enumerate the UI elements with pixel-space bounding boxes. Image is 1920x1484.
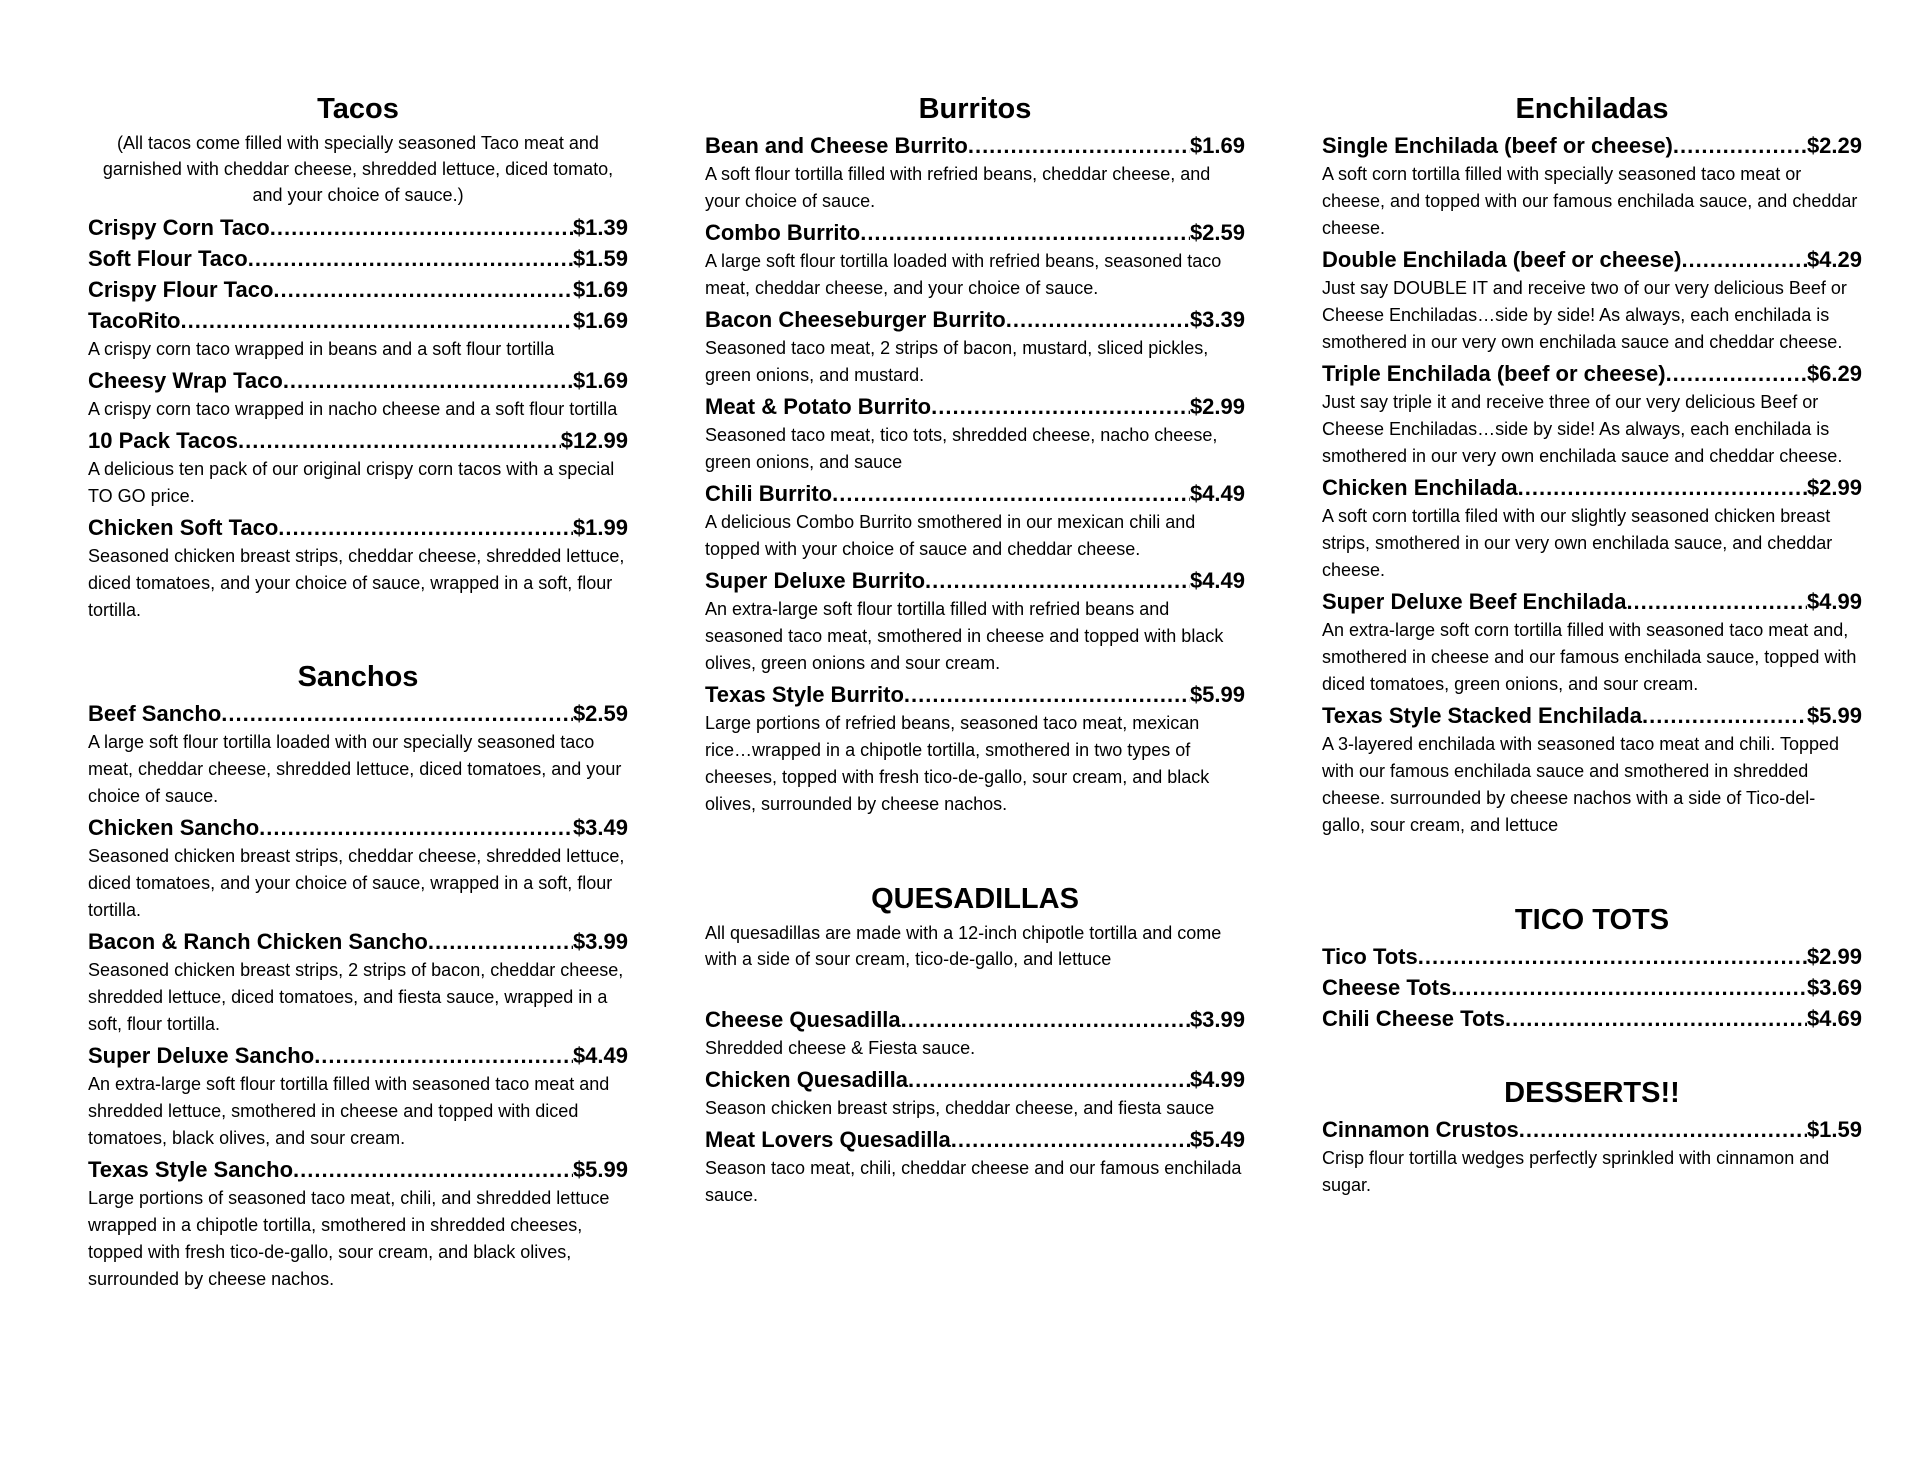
menu-item-description: A soft corn tortilla filled with specially seasoned taco meat or cheese, and topped with our famous enchilada sauce, and cheddar cheese. — [1322, 164, 1858, 238]
menu-item-description: A crispy corn taco wrapped in nacho cheese and a soft flour tortilla — [88, 399, 618, 419]
dot-leader — [314, 1040, 573, 1071]
menu-items — [88, 212, 628, 624]
menu-item — [88, 1154, 628, 1185]
menu-item-name: Crispy Flour Taco — [88, 277, 274, 302]
menu-item-description: Just say triple it and receive three of our very delicious Beef or Cheese Enchiladas…side by side! As always, each enchilada is smothered in our very own enchilada sauce and cheddar cheese. — [1322, 392, 1843, 466]
menu-items — [1322, 130, 1862, 839]
section-intro: (All tacos come filled with specially seasoned Taco meat and garnished with cheddar cheese, shredded lettuce, diced tomato, and your choice of sauce.) — [102, 133, 614, 205]
menu-item-price: $3.49 — [572, 815, 628, 840]
dot-leader — [1006, 304, 1190, 335]
menu-item-name: Double Enchilada (beef or cheese) — [1322, 247, 1682, 272]
menu-item-name: Cheesy Wrap Taco — [88, 368, 283, 393]
menu-item-description: A delicious Combo Burrito smothered in our mexican chili and topped with your choice of sauce and cheddar cheese. — [705, 512, 1196, 559]
menu-item — [1322, 972, 1862, 1003]
menu-item-description: Large portions of seasoned taco meat, chili, and shredded lettuce wrapped in a chipotle tortilla, smothered in shredded cheeses, topped with fresh tico-de-gallo, sour cream, and black olives, surrounded by cheese nachos. — [88, 1188, 610, 1289]
dot-leader — [1673, 130, 1807, 161]
section-title: Enchiladas — [1515, 93, 1669, 125]
dot-leader — [931, 391, 1190, 422]
menu-item-price: $3.39 — [1189, 307, 1245, 332]
menu-item-price: $4.29 — [1806, 247, 1862, 272]
menu-item-price: $2.99 — [1806, 475, 1862, 500]
menu-column-right — [1322, 88, 1862, 1201]
menu-items — [1322, 1114, 1862, 1199]
dot-leader — [1519, 1114, 1807, 1145]
menu-item-name: 10 Pack Tacos — [88, 428, 239, 453]
sanchos-section — [88, 656, 628, 1293]
menu-column-left — [88, 88, 628, 1295]
menu-item-price: $1.39 — [572, 215, 628, 240]
menu-item-description: Season taco meat, chili, cheddar cheese and our famous enchilada sauce. — [705, 1158, 1242, 1205]
dot-leader — [238, 425, 561, 456]
menu-item — [88, 274, 628, 305]
burritos-section — [705, 88, 1245, 818]
menu-item — [1322, 130, 1862, 161]
quesadillas-section — [705, 878, 1245, 1209]
menu-item-price: $4.69 — [1806, 1006, 1862, 1031]
dot-leader — [428, 926, 573, 957]
menu-item-price: $2.29 — [1806, 133, 1862, 158]
menu-item-name: Bacon & Ranch Chicken Sancho — [88, 929, 428, 954]
dot-leader — [925, 565, 1190, 596]
dot-leader — [904, 679, 1190, 710]
dot-leader — [860, 217, 1190, 248]
menu-item-name: Beef Sancho — [88, 701, 222, 726]
menu-item — [705, 1004, 1245, 1035]
dot-leader — [1642, 700, 1807, 731]
menu-item — [88, 365, 628, 396]
menu-item-name: Chicken Enchilada — [1322, 475, 1518, 500]
menu-item-name: Texas Style Burrito — [705, 682, 904, 707]
dot-leader — [901, 1004, 1190, 1035]
dot-leader — [270, 212, 573, 243]
dot-leader — [1518, 472, 1807, 503]
menu-item-price: $4.99 — [1806, 589, 1862, 614]
menu-item-description: An extra-large soft flour tortilla filled with refried beans and seasoned taco meat, smothered in cheese and topped with black olives, green onions and sour cream. — [705, 599, 1224, 673]
menu-item-name: Texas Style Stacked Enchilada — [1322, 703, 1642, 728]
menu-item-price: $5.99 — [1806, 703, 1862, 728]
menu-item — [1322, 941, 1862, 972]
dot-leader — [259, 812, 573, 843]
menu-item-price: $4.49 — [1189, 568, 1245, 593]
menu-item-price: $2.59 — [572, 701, 628, 726]
menu-item-price: $1.69 — [572, 277, 628, 302]
menu-item — [1322, 700, 1862, 731]
menu-item-name: Combo Burrito — [705, 220, 861, 245]
menu-item-price: $2.59 — [1189, 220, 1245, 245]
dot-leader — [273, 274, 573, 305]
menu-item — [88, 698, 628, 729]
menu-item-name: Meat Lovers Quesadilla — [705, 1127, 951, 1152]
dot-leader — [283, 365, 573, 396]
menu-column-middle — [705, 88, 1245, 1211]
menu-item-price: $1.99 — [572, 515, 628, 540]
menu-item-price: $5.99 — [1189, 682, 1245, 707]
menu-item-name: Chili Cheese Tots — [1322, 1006, 1505, 1031]
menu-item-description: An extra-large soft corn tortilla filled with seasoned taco meat and, smothered in cheese and our famous enchilada sauce, topped with diced tomatoes, green onions, and sour cream. — [1322, 620, 1857, 694]
menu-item-description: Seasoned chicken breast strips, cheddar cheese, shredded lettuce, diced tomatoes, and your choice of sauce, wrapped in a soft, flour tortilla. — [88, 546, 625, 620]
menu-item-description: A soft flour tortilla filled with refried beans, cheddar cheese, and your choice of sauce. — [705, 164, 1211, 211]
desserts-section — [1322, 1072, 1862, 1199]
menu-item — [705, 1124, 1245, 1155]
menu-item-price: $2.99 — [1189, 394, 1245, 419]
menu-item-price: $3.69 — [1806, 975, 1862, 1000]
dot-leader — [951, 1124, 1190, 1155]
menu-item-description: Season chicken breast strips, cheddar cheese, and fiesta sauce — [705, 1098, 1215, 1118]
dot-leader — [293, 1154, 573, 1185]
menu-item-name: Cheese Quesadilla — [705, 1007, 901, 1032]
menu-item-description: A soft corn tortilla filed with our slightly seasoned chicken breast strips, smothered in our very own enchilada sauce, and cheddar cheese. — [1322, 506, 1833, 580]
menu-item-description: Seasoned chicken breast strips, cheddar cheese, shredded lettuce, diced tomatoes, and your choice of sauce, wrapped in a soft, flour tortilla. — [88, 846, 625, 920]
menu-item-name: Triple Enchilada (beef or cheese) — [1322, 361, 1666, 386]
menu-item — [1322, 586, 1862, 617]
menu-item — [88, 212, 628, 243]
dot-leader — [1666, 358, 1807, 389]
menu-item-description: A large soft flour tortilla loaded with our specially seasoned taco meat, cheddar cheese, shredded lettuce, diced tomatoes, and your choice of sauce. — [88, 732, 622, 806]
menu-item-name: Crispy Corn Taco — [88, 215, 270, 240]
menu-item-price: $4.49 — [1189, 481, 1245, 506]
menu-item — [88, 812, 628, 843]
menu-item-name: Soft Flour Taco — [88, 246, 248, 271]
section-title: QUESADILLAS — [871, 883, 1079, 915]
menu-item-price: $2.99 — [1806, 944, 1862, 969]
menu-item-description: Seasoned taco meat, 2 strips of bacon, mustard, sliced pickles, green onions, and mustard. — [705, 338, 1209, 385]
menu-item-name: Super Deluxe Sancho — [88, 1043, 315, 1068]
menu-item — [88, 425, 628, 456]
menu-item — [88, 305, 628, 336]
menu-item — [705, 478, 1245, 509]
menu-item — [705, 130, 1245, 161]
menu-item-price: $5.99 — [572, 1157, 628, 1182]
menu-item-name: Chili Burrito — [705, 481, 833, 506]
menu-item-name: Bacon Cheeseburger Burrito — [705, 307, 1006, 332]
menu-item — [705, 391, 1245, 422]
menu-item — [705, 565, 1245, 596]
menu-item — [705, 304, 1245, 335]
menu-item — [705, 1064, 1245, 1095]
menu-item-description: An extra-large soft flour tortilla filled with seasoned taco meat and shredded lettuce, smothered in cheese and topped with diced tomatoes, black olives, and sour cream. — [88, 1074, 610, 1148]
menu-item-name: Tico Tots — [1322, 944, 1418, 969]
enchiladas-section — [1322, 88, 1862, 839]
menu-item-description: A crispy corn taco wrapped in beans and a soft flour tortilla — [88, 339, 555, 359]
menu-item — [88, 243, 628, 274]
menu-item-price: $3.99 — [1189, 1007, 1245, 1032]
section-title: TICO TOTS — [1514, 904, 1670, 936]
menu-item-price: $1.69 — [572, 368, 628, 393]
menu-item — [88, 512, 628, 543]
menu-item-name: Texas Style Sancho — [88, 1157, 294, 1182]
section-title: Burritos — [918, 93, 1032, 125]
menu-item-price: $4.99 — [1189, 1067, 1245, 1092]
menu-item-name: Super Deluxe Burrito — [705, 568, 926, 593]
menu-item — [88, 926, 628, 957]
dot-leader — [1418, 941, 1807, 972]
menu-items — [705, 130, 1245, 818]
section-title: Tacos — [317, 93, 399, 125]
menu-item-description: Large portions of refried beans, seasoned taco meat, mexican rice…wrapped in a chipotle tortilla, smothered in two types of cheeses, topped with fresh tico-de-gallo, sour cream, and black olives, surrounded by cheese nachos. — [705, 713, 1210, 814]
section-title: Sanchos — [297, 661, 419, 693]
dot-leader — [248, 243, 573, 274]
menu-item-description: Seasoned chicken breast strips, 2 strips of bacon, cheddar cheese, shredded lettuce, diced tomatoes, and fiesta sauce, wrapped in a soft, flour tortilla. — [88, 960, 624, 1034]
menu-item — [88, 1040, 628, 1071]
dot-leader — [221, 698, 573, 729]
dot-leader — [1626, 586, 1807, 617]
dot-leader — [1451, 972, 1807, 1003]
menu-items — [1322, 941, 1862, 1034]
menu-item-price: $1.59 — [572, 246, 628, 271]
menu-item-name: Bean and Cheese Burrito — [705, 133, 968, 158]
menu-item — [1322, 1003, 1862, 1034]
menu-item — [1322, 472, 1862, 503]
dot-leader — [278, 512, 573, 543]
dot-leader — [908, 1064, 1190, 1095]
menu-item-name: Meat & Potato Burrito — [705, 394, 932, 419]
menu-item-name: Super Deluxe Beef Enchilada — [1322, 589, 1627, 614]
menu-item-name: Cheese Tots — [1322, 975, 1452, 1000]
menu-item-description: Seasoned taco meat, tico tots, shredded cheese, nacho cheese, green onions, and sauce — [705, 425, 1218, 472]
menu-item-price: $4.49 — [572, 1043, 628, 1068]
menu-item-price: $1.59 — [1806, 1117, 1862, 1142]
menu-items — [705, 1004, 1245, 1209]
menu-item-description: A large soft flour tortilla loaded with refried beans, seasoned taco meat, cheddar cheese, and your choice of sauce. — [705, 251, 1222, 298]
menu-item-price: $1.69 — [1189, 133, 1245, 158]
menu-item-description: A 3-layered enchilada with seasoned taco meat and chili. Topped with our famous enchilada sauce and smothered in shredded cheese. surrounded by cheese nachos with a side of Tico-del- gallo, sour cream, and lettuce — [1322, 734, 1840, 835]
menu-item-name: Chicken Quesadilla — [705, 1067, 908, 1092]
tico-tots-section — [1322, 899, 1862, 1034]
dot-leader — [180, 305, 572, 336]
menu-item-price: $6.29 — [1806, 361, 1862, 386]
menu-item — [1322, 358, 1862, 389]
menu-item-description: Crisp flour tortilla wedges perfectly sprinkled with cinnamon and sugar. — [1322, 1148, 1830, 1195]
dot-leader — [1505, 1003, 1807, 1034]
section-title: DESSERTS!! — [1504, 1077, 1680, 1109]
dot-leader — [968, 130, 1190, 161]
menu-item-price: $5.49 — [1189, 1127, 1245, 1152]
menu-item — [1322, 1114, 1862, 1145]
menu-item-price: $1.69 — [572, 308, 628, 333]
menu-item-price: $12.99 — [560, 428, 628, 453]
menu-item — [1322, 244, 1862, 275]
tacos-section — [88, 88, 628, 624]
menu-item-price: $3.99 — [572, 929, 628, 954]
menu-item-name: Cinnamon Crustos — [1322, 1117, 1519, 1142]
menu-item-description: Shredded cheese & Fiesta sauce. — [705, 1038, 976, 1058]
menu-item-name: TacoRito — [88, 308, 181, 333]
dot-leader — [1681, 244, 1807, 275]
dot-leader — [832, 478, 1190, 509]
menu-item-description: A delicious ten pack of our original crispy corn tacos with a special TO GO price. — [88, 459, 615, 506]
menu-item-description: Just say DOUBLE IT and receive two of our very delicious Beef or Cheese Enchiladas…side by side! As always, each enchilada is smothered in our very own enchilada sauce and cheddar cheese. — [1322, 278, 1847, 352]
menu-item-name: Chicken Soft Taco — [88, 515, 279, 540]
menu-items — [88, 698, 628, 1293]
menu-item — [705, 679, 1245, 710]
menu-item — [705, 217, 1245, 248]
section-intro: All quesadillas are made with a 12-inch chipotle tortilla and come with a side of sour cream, tico-de-gallo, and lettuce — [705, 923, 1222, 969]
menu-item-name: Single Enchilada (beef or cheese) — [1322, 133, 1673, 158]
menu-item-name: Chicken Sancho — [88, 815, 260, 840]
